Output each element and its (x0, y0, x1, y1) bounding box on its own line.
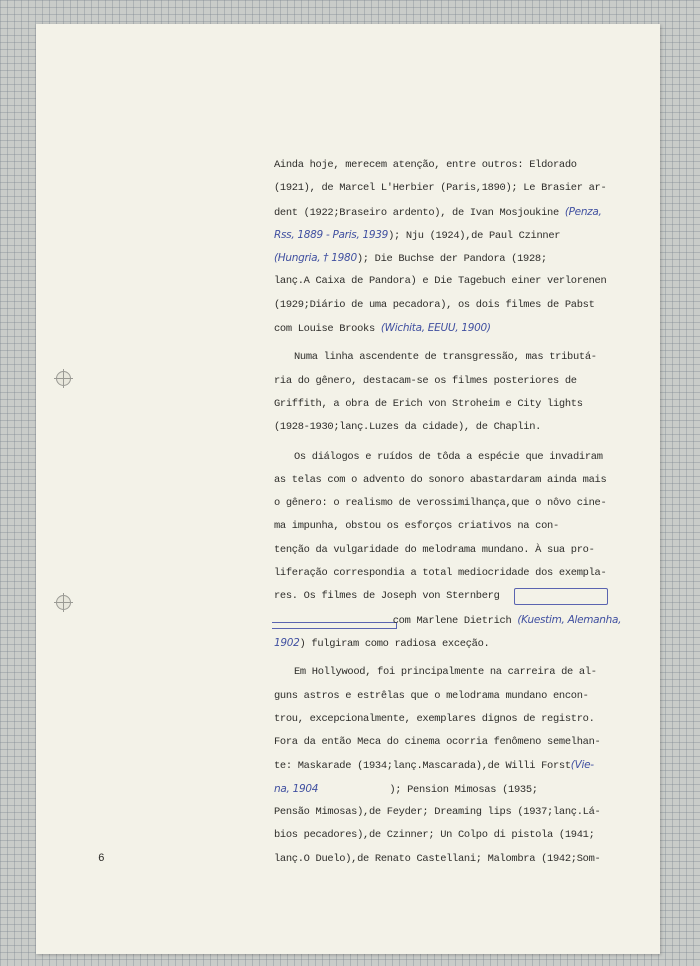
typed-text: ); Die Buchse der Pandora (1928; (356, 253, 547, 266)
typed-text: res. Os filmes de Joseph von Sternberg (274, 590, 500, 603)
text-line (274, 585, 644, 608)
typed-text: (1921), de Marcel L'Herbier (Paris,1890); Le Brasier ar- (274, 182, 607, 195)
typed-text: Numa linha ascendente de transgressão, mas tributá- (294, 351, 597, 364)
handwritten-annotation: (Kuestim, Alemanha, (517, 613, 622, 626)
text-line (274, 539, 644, 562)
handwritten-annotation: (Wichita, EEUU, 1900) (380, 322, 491, 335)
text-line (274, 201, 644, 224)
text-line (274, 708, 644, 731)
text-line (274, 754, 644, 777)
typed-text: ); Pension Mimosas (1935; (318, 783, 538, 796)
text-line (274, 393, 644, 416)
typed-text: ria do gênero, destacam-se os filmes posteriores de (274, 374, 577, 387)
text-line (274, 370, 644, 393)
text-line (274, 562, 644, 585)
text-line (274, 469, 644, 492)
typed-text: guns astros e estrêlas que o melodrama mundano encon- (274, 689, 589, 702)
typed-text: com Marlene Dietrich (274, 614, 518, 627)
text-line (274, 801, 644, 824)
typed-text: Os diálogos e ruídos de tôda a espécie que invadiram (294, 450, 603, 463)
handwritten-annotation: na, 1904 (274, 782, 319, 795)
typed-text: lanç.O Duelo),de Renato Castellani; Malombra (1942;Som- (274, 852, 601, 865)
typed-text: ); Nju (1924),de Paul Czinner (388, 229, 561, 242)
text-line (274, 731, 644, 754)
punch-hole-mark (56, 371, 71, 386)
text-line (274, 824, 644, 847)
text-line (274, 632, 644, 655)
page-number: 6 (98, 853, 105, 865)
text-line (274, 270, 644, 293)
handwritten-annotation: 1902 (274, 636, 300, 649)
typed-text: ma impunha, obstou os esforços criativos na con- (274, 520, 559, 533)
text-line (274, 492, 644, 515)
handwritten-annotation: (Hungria, † 1980 (274, 252, 357, 265)
typed-text: (1928-1930;lanç.Luzes da cidade), de Chaplin. (274, 421, 542, 434)
typed-text: trou, excepcionalmente, exemplares dignos de registro. (274, 712, 595, 725)
text-line (274, 416, 644, 439)
typed-text: as telas com o advento do sonoro abastardaram ainda mais (274, 473, 607, 486)
typed-text: liferação correspondia a total mediocridade dos exempla- (274, 567, 607, 580)
text-line (274, 515, 644, 538)
text-line (274, 848, 644, 871)
typed-text: tenção da vulgaridade do melodrama mundano. À sua pro- (274, 543, 595, 556)
typed-text: dent (1922;Braseiro ardento), de Ivan Mosjoukine (274, 206, 565, 219)
text-line (274, 294, 644, 317)
handwritten-annotation: (Vie- (570, 759, 594, 772)
typed-text: Pensão Mimosas),de Feyder; Dreaming lips (1937;lanç.Lá- (274, 806, 601, 819)
text-line (274, 177, 644, 200)
typed-text: (1929;Diário de uma pecadora), os dois filmes de Pabst (274, 298, 595, 311)
text-line (274, 247, 644, 270)
typed-text: Griffith, a obra de Erich von Stroheim e City lights (274, 397, 583, 410)
text-line (274, 154, 644, 177)
typed-text: lanç.A Caixa de Pandora) e Die Tagebuch einer verlorenen (274, 275, 607, 288)
typed-text: o gênero: o realismo de verossimilhança,que o nôvo cine- (274, 497, 607, 510)
handwritten-annotation: Rss, 1889 - Paris, 1939 (274, 228, 389, 241)
typed-text: te: Maskarade (1934;lanç.Mascarada),de Willi Forst (274, 760, 571, 773)
text-line (274, 317, 644, 340)
typed-text: Ainda hoje, merecem atenção, entre outros: Eldorado (274, 159, 577, 171)
punch-hole-mark (56, 595, 71, 610)
typed-text: Em Hollywood, foi principalmente na carreira de al- (294, 666, 597, 679)
text-line (274, 346, 644, 369)
text-line (274, 446, 644, 469)
typed-text: ) fulgiram como radiosa exceção. (299, 637, 490, 650)
handwritten-annotation: (Penza, (564, 205, 602, 218)
typewritten-text (274, 154, 644, 871)
text-line (274, 778, 644, 801)
text-line (274, 609, 644, 632)
typed-text: com Louise Brooks (274, 323, 381, 336)
text-line (274, 685, 644, 708)
text-line (274, 224, 644, 247)
text-line (274, 661, 644, 684)
typed-text: bios pecadores),de Czinner; Un Colpo di pistola (1941; (274, 829, 595, 842)
typed-text: Fora da então Meca do cinema ocorria fenômeno semelhan- (274, 736, 601, 749)
